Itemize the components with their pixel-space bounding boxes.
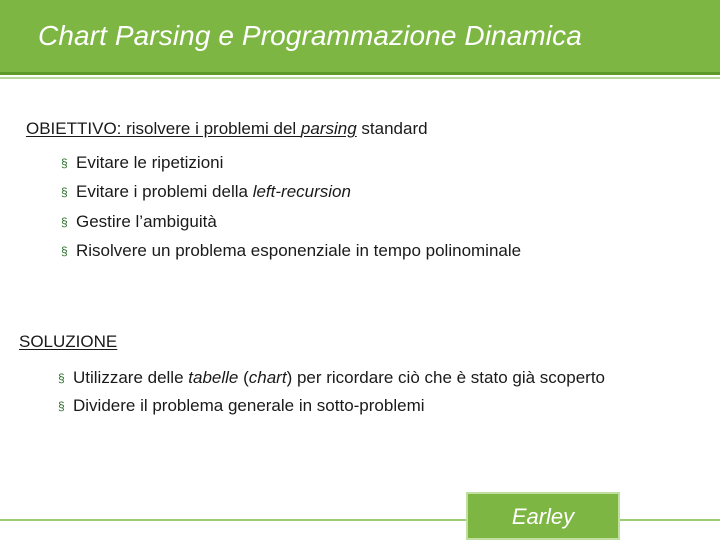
solution-list xyxy=(58,364,605,420)
goal-item-2-text: Gestire l’ambiguità xyxy=(76,211,217,231)
solution-item-text xyxy=(73,368,605,387)
solution-item-1-text: Dividere il problema generale in sotto-problemi xyxy=(73,396,425,415)
earley-label: Earley xyxy=(511,504,575,529)
goal-item-text xyxy=(76,182,351,201)
bullet-icon: § xyxy=(58,399,65,413)
goal-list xyxy=(61,148,521,265)
solution-item-0-text: Utilizzare delle xyxy=(73,368,189,387)
earley-box xyxy=(466,492,620,540)
goal-item-1-emphasis: left-recursion xyxy=(252,182,351,202)
goal-item xyxy=(61,207,521,236)
goal-item-3-text: Risolvere un problema esponenziale in tempo polinominale xyxy=(76,240,522,260)
title-divider xyxy=(0,77,720,79)
goal-item-text xyxy=(76,241,521,260)
solution-item-0-middle: ( xyxy=(238,368,249,387)
slide-title: Chart Parsing e Programmazione Dinamica xyxy=(38,20,582,51)
goal-item-0-text: Evitare le ripetizioni xyxy=(76,153,224,172)
goal-item xyxy=(61,236,521,265)
goal-heading xyxy=(26,119,428,139)
goal-item-text xyxy=(76,212,217,231)
goal-item-1-text: Evitare i problemi della xyxy=(76,182,253,202)
solution-item-0-suffix: ) per ricordare ciò che è stato già scoperto xyxy=(286,368,605,387)
bullet-icon: § xyxy=(58,371,65,385)
solution-heading xyxy=(19,332,117,352)
goal-item xyxy=(61,177,521,206)
solution-item-0-emphasis: tabelle xyxy=(188,368,239,387)
goal-heading-suffix: standard xyxy=(356,119,428,138)
solution-item xyxy=(58,364,605,392)
goal-item xyxy=(61,148,521,177)
solution-heading-label: SOLUZIONE xyxy=(19,332,118,351)
bullet-icon: § xyxy=(61,243,68,258)
title-bar xyxy=(0,0,720,75)
goal-heading-label: OBIETTIVO: risolvere i problemi del xyxy=(26,119,301,138)
solution-item xyxy=(58,392,605,420)
solution-item-text xyxy=(73,396,425,415)
bullet-icon: § xyxy=(61,214,68,229)
solution-item-0-emphasis2: chart xyxy=(248,368,287,387)
bullet-icon: § xyxy=(61,156,68,170)
goal-heading-emphasis: parsing xyxy=(300,119,357,138)
bullet-icon: § xyxy=(61,185,68,200)
goal-item-text xyxy=(76,153,223,172)
